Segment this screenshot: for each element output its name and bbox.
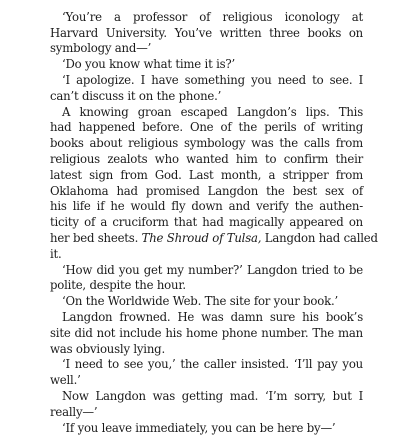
text-line: [50, 0, 363, 10]
text-line: was obviously lying.: [50, 341, 165, 356]
text-line: Oklahoma had promised Langdon the best sex of: [50, 183, 363, 198]
text-line: ‘I need to see you,’ the caller insisted. ‘I’ll pay you: [62, 357, 363, 372]
text-line: Langdon frowned. He was damn sure his book’s: [62, 309, 363, 324]
text-line: latest sign from God. Last month, a stripper from: [50, 167, 363, 182]
page-text-body: [50, 0, 378, 436]
text-line: it.: [50, 246, 62, 261]
text-line: well.’: [50, 373, 81, 388]
text-line: books about religious symbology was the calls from: [50, 136, 363, 151]
text-line: ‘How did you get my number?’ Langdon tried to be: [62, 262, 363, 277]
text-line: her bed sheets. The Shroud of Tulsa, Langdon had called: [50, 230, 378, 245]
text-line: ‘I apologize. I have something you need to see. I: [62, 72, 363, 87]
text-line: site did not include his home phone number. The man: [50, 325, 363, 340]
text-line: Now Langdon was getting mad. ‘I’m sorry, but I: [62, 388, 363, 403]
text-line: Harvard University. You’ve written three books on: [50, 25, 363, 40]
text-line: had happened before. One of the perils of writing: [50, 120, 363, 135]
text-line: ‘Do you know what time it is?’: [62, 57, 236, 72]
text-line: symbology and—’: [50, 41, 152, 56]
text-line: ‘On the Worldwide Web. The site for your book.’: [62, 294, 339, 309]
text-line: really—’: [50, 404, 98, 419]
text-line: can’t discuss it on the phone.’: [50, 88, 222, 103]
text-line: ‘You’re a professor of religious iconology at: [62, 9, 363, 24]
text-line: his life if he would fly down and verify the authen-: [50, 199, 363, 214]
text-line: polite, despite the hour.: [50, 278, 186, 293]
text-line: ticity of a cruciform that had magically appeared on: [50, 215, 363, 230]
text-line: ‘If you leave immediately, you can be here by—’: [62, 420, 336, 435]
text-line: religious zealots who wanted him to confirm their: [50, 151, 363, 166]
text-line: A knowing groan escaped Langdon’s lips. This: [62, 104, 363, 119]
